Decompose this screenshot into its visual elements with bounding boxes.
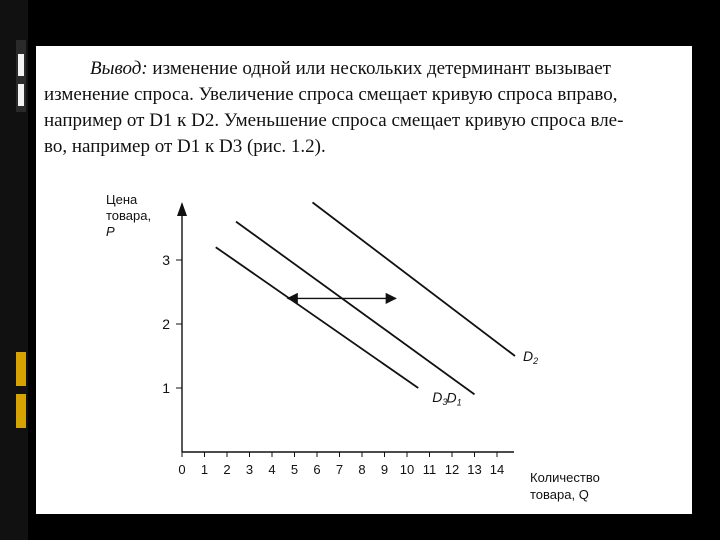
x-tick-label: 14: [489, 462, 505, 477]
demand-curve-d2: [313, 202, 516, 356]
x-axis-label-line: товара, Q: [530, 487, 589, 502]
bar-segment-white: [18, 54, 24, 76]
x-tick-label: 4: [268, 462, 276, 477]
curve-label-d2: $D_2$: [523, 348, 539, 366]
slide: [36, 46, 692, 514]
demand-curve-d3: [216, 247, 419, 388]
bar-segment-gold: [16, 352, 26, 386]
curve-label-d3: $D_3$: [432, 389, 448, 407]
text-line-2: изменение спроса. Увеличение спроса смещает кривую спроса вправо,: [44, 84, 618, 105]
x-tick-label: 11: [422, 462, 437, 477]
x-tick-label: 0: [178, 462, 186, 477]
demand-curve-d1: [236, 222, 475, 395]
x-tick-label: 8: [358, 462, 366, 477]
text-line-4: во, например от D1 к D3 (рис. 1.2).: [44, 136, 326, 157]
y-tick-label: 2: [162, 316, 170, 332]
y-tick-label: 3: [162, 252, 170, 268]
bar-segment-gold: [16, 394, 26, 428]
curve-label-d1: $D_1$: [446, 389, 462, 408]
x-tick-label: 12: [444, 462, 460, 477]
y-axis-label-line: P: [106, 224, 115, 239]
text-line-1-rest: изменение одной или нескольких детерминант вызывает: [147, 58, 611, 79]
x-tick-label: 13: [467, 462, 482, 477]
y-tick-label: 1: [162, 380, 170, 396]
x-tick-label: 2: [223, 462, 231, 477]
demand-shift-chart: [36, 46, 692, 514]
x-tick-label: 7: [335, 462, 344, 477]
x-tick-label: 5: [290, 462, 299, 477]
lead-word: Вывод:: [90, 58, 148, 79]
y-axis-arrow: [177, 202, 187, 216]
x-tick-label: 10: [399, 462, 415, 477]
y-axis-label-line: товара,: [106, 208, 152, 223]
x-tick-label: 9: [380, 462, 389, 477]
text-line-3: например от D1 к D2. Уменьшение спроса смещает кривую спроса вле-: [44, 110, 624, 131]
x-tick-label: 3: [245, 462, 254, 477]
y-axis-label-line: Цена: [106, 192, 138, 207]
bar-segment-white: [18, 84, 24, 106]
left-decoration-bar: [0, 0, 28, 540]
x-tick-label: 6: [313, 462, 321, 477]
x-axis-label-line: Количество: [530, 470, 600, 485]
x-tick-label: 1: [200, 462, 209, 477]
